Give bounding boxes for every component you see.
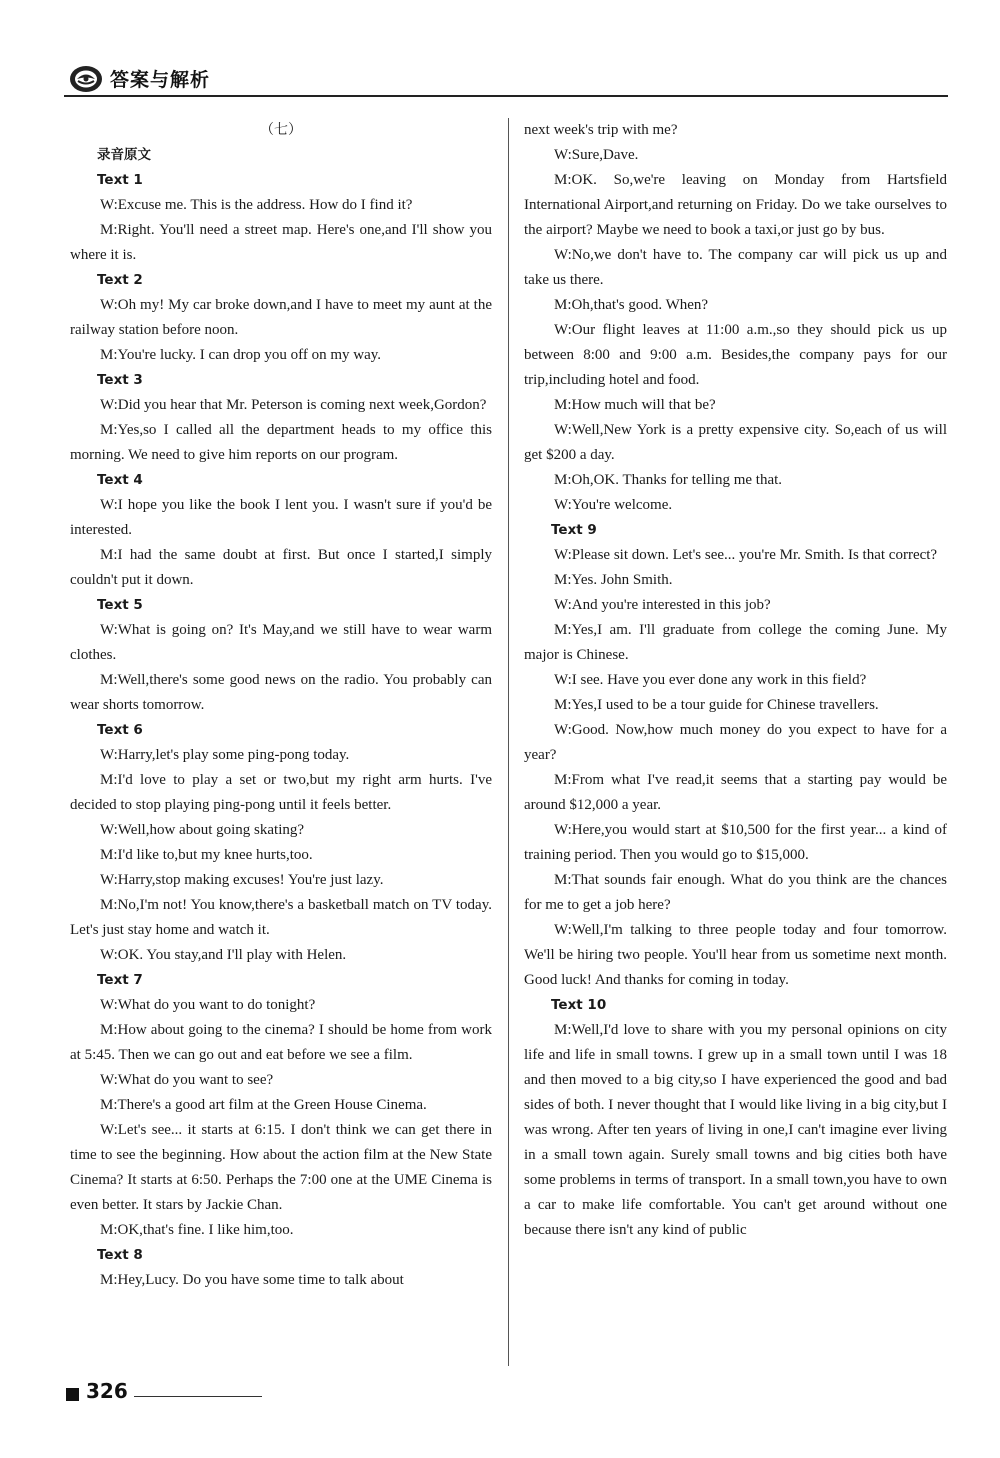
dialogue-line: M:Yes. John Smith. <box>554 572 673 588</box>
dialogue-line: M:Yes,I used to be a tour guide for Chinese travellers. <box>554 697 879 713</box>
dialogue-line: M:Right. You'll need a street map. Here's one,and I'll show you where it is. <box>70 222 492 263</box>
dialogue-line: W:Sure,Dave. <box>554 147 639 163</box>
dialogue-line: W:You're welcome. <box>554 497 673 513</box>
left-column <box>70 118 492 1293</box>
column-divider <box>508 118 509 1366</box>
section-title: （七） <box>260 122 302 138</box>
section-heading: Text 8 <box>97 1247 143 1263</box>
dialogue-line: W:OK. You stay,and I'll play with Helen. <box>100 947 347 963</box>
section-heading: Text 10 <box>551 997 607 1013</box>
dialogue-line: W:I see. Have you ever done any work in this field? <box>554 672 867 688</box>
footer-square-icon <box>66 1388 79 1401</box>
section-heading: Text 5 <box>97 597 143 613</box>
dialogue-line: W:Well,I'm talking to three people today and four tomorrow. We'll be hiring two people. You'll hear from us sometime next month. Good luck! And thanks for coming in today. <box>524 922 947 988</box>
dialogue-line: M:Well,I'd love to share with you my personal opinions on city life and life in small towns. I grew up in a small town until I was 18 and then moved to a big city,so I have experienced the good and bad sides of both. I never thought that I would like living in a big city,but I was wrong. After ten years of living in one,I can't imagine ever living in a small town again. Surely small towns and big cities both have some problems in terms of transport. In a small town,you have to own a car to make life comfortable. You can't get around without one because there isn't any kind of public <box>524 1022 947 1238</box>
dialogue-line: W:What do you want to see? <box>100 1072 274 1088</box>
dialogue-line: W:Good. Now,how much money do you expect to have for a year? <box>524 722 947 763</box>
dialogue-line: W:What do you want to do tonight? <box>100 997 316 1013</box>
dialogue-line: M:OK. So,we're leaving on Monday from Hartsfield International Airport,and returning on Friday. Do we take ourselves to the airport? Maybe we need to book a taxi,or just go by bus. <box>524 172 947 238</box>
dialogue-line: W:What is going on? It's May,and we still have to wear warm clothes. <box>70 622 492 663</box>
page-footer <box>64 1379 364 1409</box>
dialogue-line: M:I'd like to,but my knee hurts,too. <box>100 847 313 863</box>
section-heading: Text 1 <box>97 172 143 188</box>
dialogue-line: W:Oh my! My car broke down,and I have to meet my aunt at the railway station before noon. <box>70 297 492 338</box>
left-column-body <box>70 143 492 1293</box>
page-header <box>64 62 948 98</box>
dialogue-line: W:Harry,stop making excuses! You're just lazy. <box>100 872 384 888</box>
dialogue-line: W:Well,how about going skating? <box>100 822 305 838</box>
dialogue-line: W:Well,New York is a pretty expensive city. So,each of us will get $200 a day. <box>524 422 947 463</box>
section-heading: Text 2 <box>97 272 143 288</box>
dialogue-line: W:I hope you like the book I lent you. I wasn't sure if you'd be interested. <box>70 497 492 538</box>
dialogue-line: M:OK,that's fine. I like him,too. <box>100 1222 294 1238</box>
dialogue-line: W:Please sit down. Let's see... you're Mr. Smith. Is that correct? <box>554 547 938 563</box>
right-column-body <box>524 118 947 1243</box>
right-column <box>524 118 947 1243</box>
section-heading: Text 9 <box>551 522 597 538</box>
dialogue-line: W:Harry,let's play some ping-pong today. <box>100 747 350 763</box>
dialogue-line: M:Yes,I am. I'll graduate from college the coming June. My major is Chinese. <box>524 622 947 663</box>
section-heading: Text 6 <box>97 722 143 738</box>
dialogue-line: M:No,I'm not! You know,there's a basketball match on TV today. Let's just stay home and watch it. <box>70 897 492 938</box>
dialogue-line: M:How much will that be? <box>554 397 716 413</box>
book-logo-icon <box>68 64 104 94</box>
dialogue-line: W:And you're interested in this job? <box>554 597 771 613</box>
page-number: 326 <box>86 1379 128 1403</box>
footer-rule <box>134 1396 262 1397</box>
dialogue-line: M:I'd love to play a set or two,but my right arm hurts. I've decided to stop playing ping-pong until it feels better. <box>70 772 492 813</box>
dialogue-line: M:Oh,OK. Thanks for telling me that. <box>554 472 783 488</box>
dialogue-line: M:Oh,that's good. When? <box>554 297 709 313</box>
header-title: 答案与解析 <box>110 69 211 91</box>
dialogue-line: M:You're lucky. I can drop you off on my way. <box>100 347 382 363</box>
dialogue-line: W:Excuse me. This is the address. How do I find it? <box>100 197 413 213</box>
dialogue-line: M:Well,there's some good news on the radio. You probably can wear shorts tomorrow. <box>70 672 492 713</box>
dialogue-line: M:There's a good art film at the Green House Cinema. <box>100 1097 427 1113</box>
dialogue-line: W:Here,you would start at $10,500 for the first year... a kind of training period. Then you would go to $15,000. <box>524 822 947 863</box>
dialogue-line: W:No,we don't have to. The company car will pick us up and take us there. <box>524 247 947 288</box>
dialogue-line: M:Hey,Lucy. Do you have some time to talk about <box>100 1272 404 1288</box>
dialogue-line: next week's trip with me? <box>524 122 678 138</box>
section-heading: Text 3 <box>97 372 143 388</box>
dialogue-line: M:I had the same doubt at first. But once I started,I simply couldn't put it down. <box>70 547 492 588</box>
dialogue-line: M:From what I've read,it seems that a starting pay would be around $12,000 a year. <box>524 772 947 813</box>
header-rule <box>64 95 948 97</box>
section-heading: Text 7 <box>97 972 143 988</box>
section-heading: 录音原文 <box>97 147 151 163</box>
section-heading: Text 4 <box>97 472 143 488</box>
dialogue-line: W:Did you hear that Mr. Peterson is coming next week,Gordon? <box>100 397 487 413</box>
dialogue-line: M:Yes,so I called all the department heads to my office this morning. We need to give him reports on our program. <box>70 422 492 463</box>
dialogue-line: M:How about going to the cinema? I should be home from work at 5:45. Then we can go out and eat before we see a film. <box>70 1022 492 1063</box>
dialogue-line: W:Let's see... it starts at 6:15. I don't think we can get there in time to see the beginning. How about the action film at the New State Cinema? It starts at 6:50. Perhaps the 7:00 one at the UME Cinema is even better. It stars by Jackie Chan. <box>70 1122 492 1213</box>
dialogue-line: M:That sounds fair enough. What do you think are the chances for me to get a job here? <box>524 872 947 913</box>
dialogue-line: W:Our flight leaves at 11:00 a.m.,so they should pick us up between 8:00 and 9:00 a.m. Besides,the company pays for our trip,including hotel and food. <box>524 322 947 388</box>
